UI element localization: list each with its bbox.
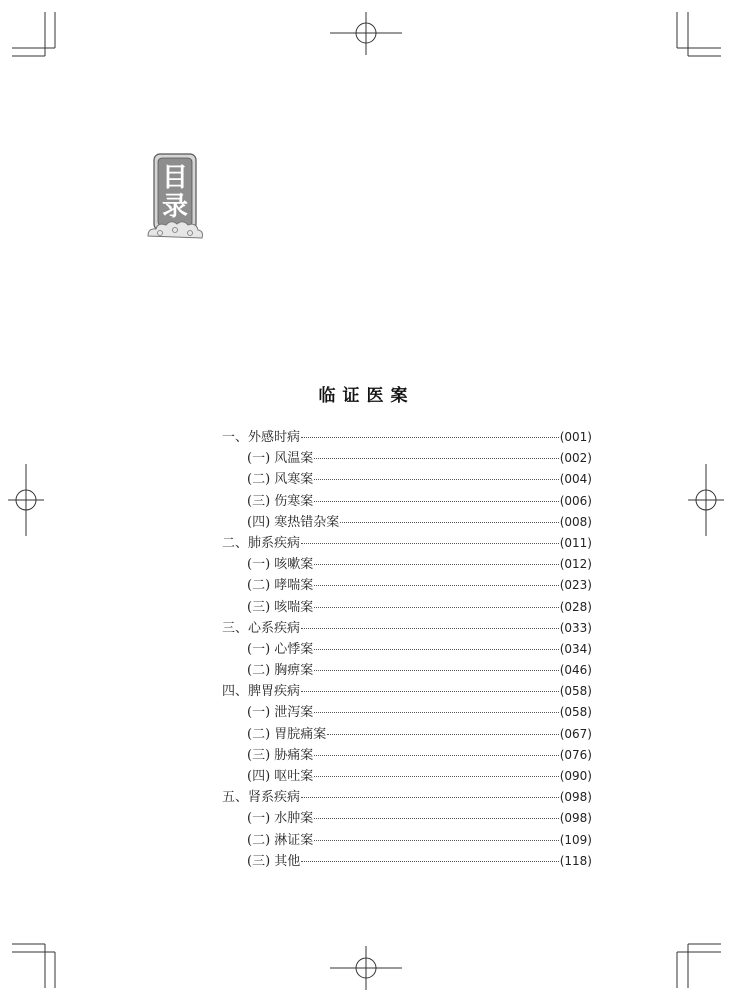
toc-page-number: (034): [559, 641, 592, 656]
toc-entry-label: 五、肾系疾病: [222, 790, 301, 806]
toc-page-number: (098): [559, 811, 592, 826]
toc-page-number: (012): [559, 557, 592, 572]
toc-entry-label: (三) 伤寒案: [247, 493, 314, 509]
dot-leader: [314, 607, 558, 608]
toc-entry: [222, 680, 592, 701]
dot-leader: [314, 670, 558, 671]
toc-subentry: [222, 553, 592, 574]
badge-char-1: 目: [161, 163, 189, 193]
toc-entry-label: (四) 呕吐案: [247, 769, 314, 784]
toc-page-number: (076): [559, 747, 592, 762]
toc-subentry: [222, 701, 592, 722]
dot-leader: [301, 691, 559, 692]
toc-entry-label: (一) 心悸案: [247, 641, 314, 657]
dot-leader: [301, 628, 559, 629]
toc-page-number: (090): [559, 769, 592, 783]
toc-page-number: (058): [559, 684, 592, 699]
dot-leader: [314, 501, 558, 502]
toc-subentry: [222, 490, 592, 511]
toc-subentry: [222, 744, 592, 765]
toc-page-number: (033): [559, 620, 592, 635]
toc-page-number: (028): [559, 599, 592, 614]
toc-subentry: [222, 829, 592, 850]
toc-page-number: (001): [559, 430, 592, 444]
badge-char-2: 录: [161, 192, 189, 222]
toc-entry-label: 三、心系疾病: [222, 620, 301, 636]
toc-entry-label: (一) 咳嗽案: [247, 557, 314, 573]
toc-entry-label: (三) 其他: [247, 853, 301, 869]
dot-leader: [301, 797, 559, 798]
toc-entry-label: (二) 哮喘案: [247, 578, 314, 594]
toc-subentry: [222, 659, 592, 680]
dot-leader: [314, 585, 558, 586]
toc-subentry: [222, 850, 592, 871]
toc-page-number: (023): [559, 578, 592, 593]
toc-page-number: (058): [559, 705, 592, 720]
toc-subentry: [222, 511, 592, 532]
toc-page-number: (011): [559, 535, 592, 550]
toc-page-number: (109): [559, 832, 592, 847]
dot-leader: [301, 543, 559, 544]
toc-subentry: [222, 447, 592, 468]
toc-entry-label: (四) 寒热错杂案: [247, 514, 340, 530]
toc-entry-label: 四、脾胃疾病: [222, 684, 301, 700]
toc-page-number: (004): [559, 472, 592, 487]
contents-badge: [146, 152, 204, 242]
dot-leader: [314, 564, 558, 565]
toc-entry-label: 一、外感时病: [222, 430, 301, 445]
toc-subentry: [222, 574, 592, 595]
toc-entry: [222, 426, 592, 447]
dot-leader: [301, 437, 559, 438]
section-heading: 临证医案: [318, 386, 415, 406]
dot-leader: [327, 734, 558, 735]
toc-entry-label: (三) 咳喘案: [247, 599, 314, 615]
dot-leader: [314, 649, 558, 650]
dot-leader: [314, 840, 558, 841]
toc-subentry: [222, 468, 592, 489]
toc-subentry: [222, 596, 592, 617]
toc-entry-label: (一) 水肿案: [247, 811, 314, 827]
toc-subentry: [222, 765, 592, 786]
dot-leader: [314, 712, 558, 713]
dot-leader: [340, 522, 558, 523]
toc-entry-label: (二) 风寒案: [247, 472, 314, 488]
toc-page-number: (006): [559, 493, 592, 508]
toc-page-number: (046): [559, 663, 592, 678]
dot-leader: [314, 479, 558, 480]
toc-page-number: (067): [559, 726, 592, 741]
dot-leader: [314, 458, 558, 459]
toc-entry-label: (二) 淋证案: [247, 832, 314, 848]
dot-leader: [314, 776, 558, 777]
dot-leader: [314, 818, 558, 819]
toc-entry-label: (二) 胃脘痛案: [247, 726, 327, 742]
toc-page-number: (098): [559, 790, 592, 805]
toc-entry-label: (一) 风温案: [247, 451, 314, 467]
dot-leader: [301, 861, 558, 862]
toc-page-number: (002): [559, 451, 592, 466]
toc-entry: [222, 532, 592, 553]
toc-entry-label: (二) 胸痹案: [247, 663, 314, 679]
toc-entry-label: (一) 泄泻案: [247, 705, 314, 721]
toc-entry-label: (三) 胁痛案: [247, 747, 314, 763]
toc-entry: [222, 617, 592, 638]
toc-subentry: [222, 638, 592, 659]
table-of-contents: [222, 426, 592, 871]
toc-subentry: [222, 807, 592, 828]
toc-page-number: (008): [559, 514, 592, 529]
toc-subentry: [222, 723, 592, 744]
toc-page-number: (118): [559, 853, 592, 868]
toc-entry-label: 二、肺系疾病: [222, 535, 301, 551]
dot-leader: [314, 755, 558, 756]
toc-entry: [222, 786, 592, 807]
